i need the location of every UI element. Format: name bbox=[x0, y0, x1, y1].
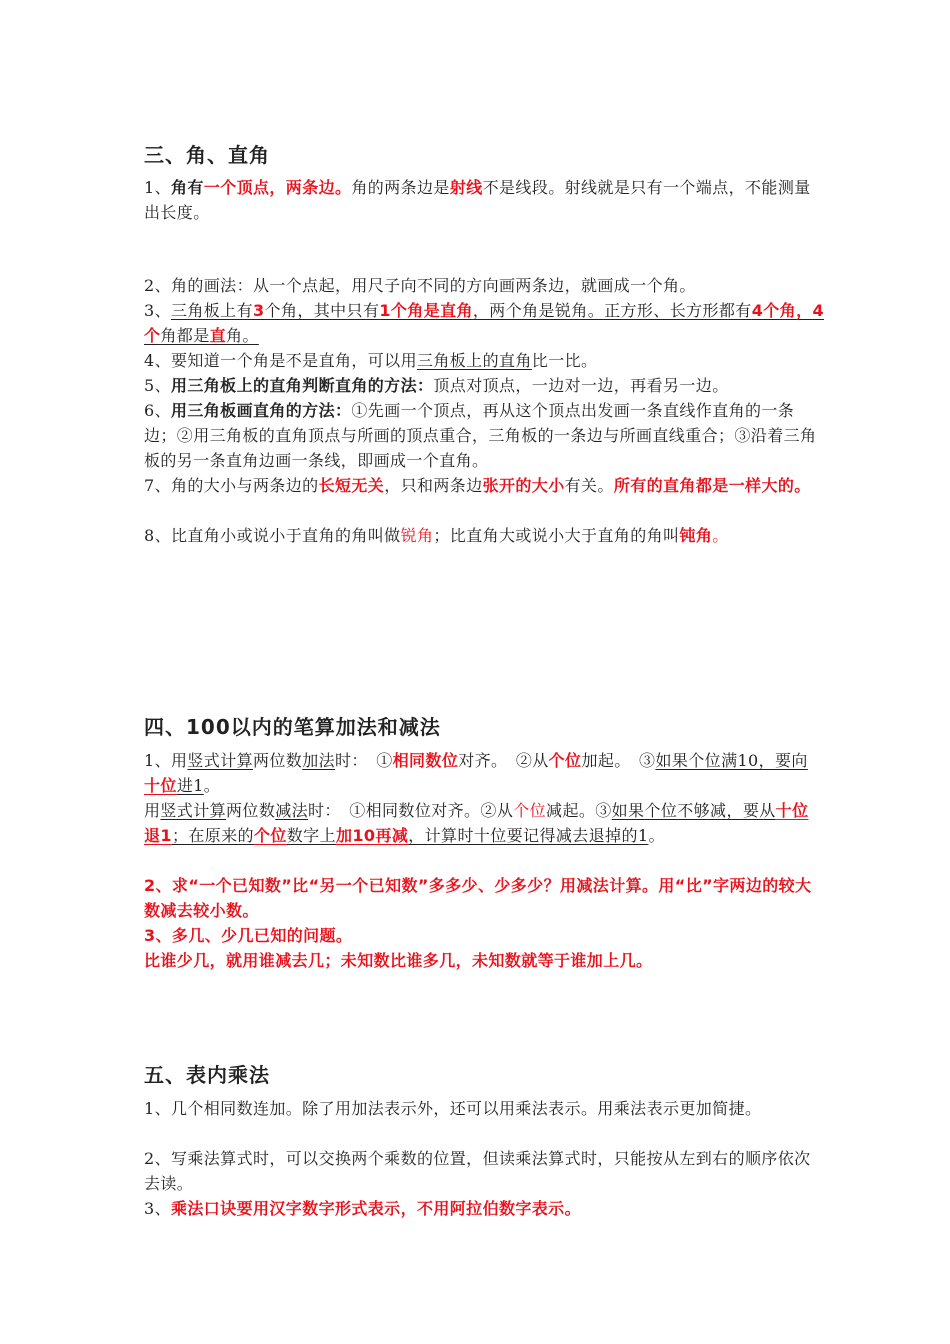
s3-para-8: 8、比直角小或说小于直角的角叫做锐角；比直角大或说小大于直角的角叫钝角。 bbox=[144, 526, 729, 545]
section-4-title: 四、100以内的笔算加法和减法 bbox=[144, 715, 441, 739]
s4-para-2: 用竖式计算两位数减法时： ①相同数位对齐。②从个位减起。③如果个位不够减，要从十位退1；在原来的个位数字上加10再减，计算时十位要记得减去退掉的1。 bbox=[144, 801, 809, 845]
s3-para-6: 6、用三角板画直角的方法：①先画一个顶点，再从这个顶点出发画一条直线作直角的一条边；②用三角板的直角顶点与所画的顶点重合，三角板的一条边与所画直线重合；③沿着三角板的另一条直角边画一条线，即画成一个直角。 bbox=[144, 401, 817, 470]
s4-para-1: 1、用竖式计算两位数加法时： ①相同数位对齐。 ②从个位加起。 ③如果个位满10，要向十位进1。 bbox=[144, 751, 808, 795]
s3-para-5: 5、用三角板上的直角判断直角的方法：顶点对顶点，一边对一边，再看另一边。 bbox=[144, 376, 729, 395]
s3-para-7: 7、角的大小与两条边的长短无关，只和两条边张开的大小有关。所有的直角都是一样大的。 bbox=[144, 476, 811, 495]
s4-para-4: 3、多几、少几已知的问题。 bbox=[144, 926, 353, 945]
s3-para-1: 1、角有一个顶点，两条边。角的两条边是射线不是线段。射线就是只有一个端点，不能测量出长度。 bbox=[144, 178, 811, 222]
section-3-title: 三、角、直角 bbox=[144, 143, 270, 167]
s3-para-4: 4、要知道一个角是不是直角，可以用三角板上的直角比一比。 bbox=[144, 351, 598, 370]
s4-para-5: 比谁少几，就用谁减去几；未知数比谁多几，未知数就等于谁加上几。 bbox=[144, 951, 653, 970]
section-5-title: 五、表内乘法 bbox=[144, 1063, 270, 1087]
s5-para-2: 2、写乘法算式时，可以交换两个乘数的位置，但读乘法算式时，只能按从左到右的顺序依次去读。 bbox=[144, 1149, 811, 1193]
s3-para-2: 2、角的画法：从一个点起，用尺子向不同的方向画两条边，就画成一个角。 bbox=[144, 276, 696, 295]
s5-para-3: 3、乘法口诀要用汉字数字形式表示，不用阿拉伯数字表示。 bbox=[144, 1199, 581, 1218]
s4-para-3: 2、求“一个已知数”比“另一个已知数”多多少、少多少？用减法计算。用“比”字两边的较大数减去较小数。 bbox=[144, 876, 812, 920]
s3-para-3: 3、三角板上有3个角，其中只有1个角是直角，两个角是锐角。正方形、长方形都有4个角，4个角都是直角。 bbox=[144, 301, 825, 345]
s5-para-1: 1、几个相同数连加。除了用加法表示外，还可以用乘法表示。用乘法表示更加简捷。 bbox=[144, 1099, 762, 1118]
